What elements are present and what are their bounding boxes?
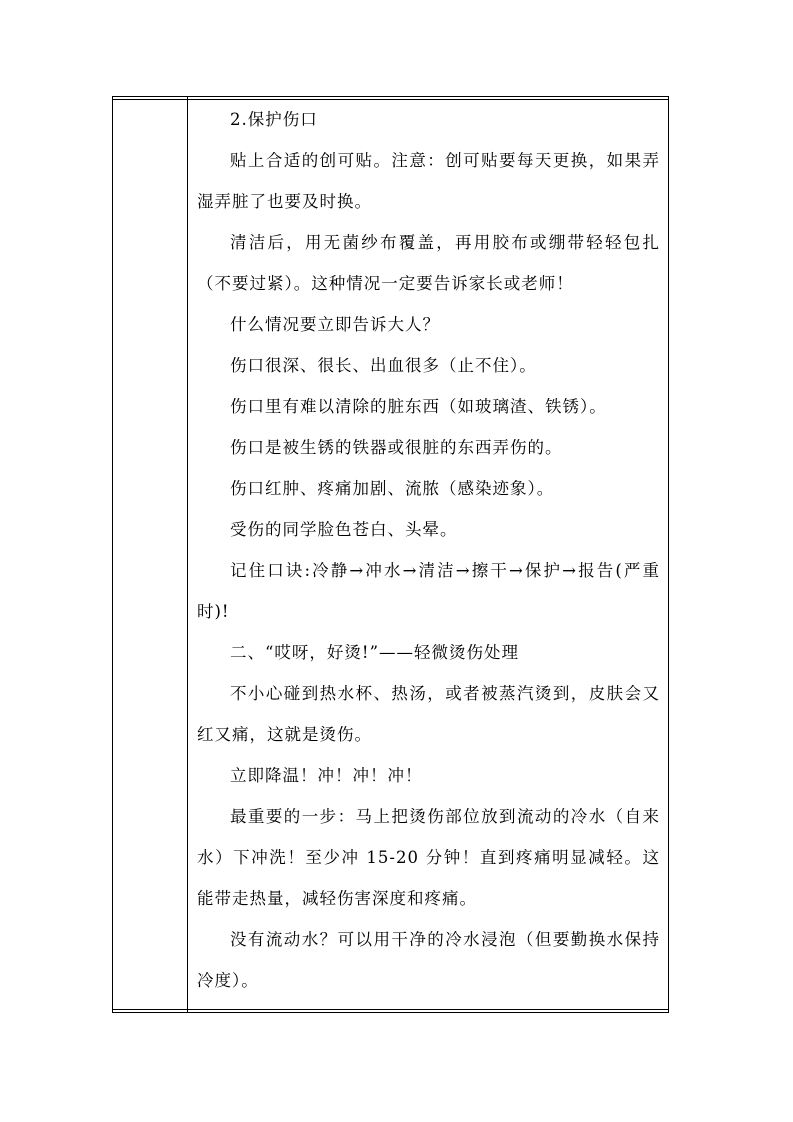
paragraph-no-running-water: 没有流动水？可以用干净的冷水浸泡（但要勤换水保持冷度）。 <box>197 930 660 990</box>
paragraph-mnemonic: 记住口诀:冷静→冲水→清洁→擦干→保护→报告(严重时)! <box>197 561 660 621</box>
list-item-dirt-in-wound: 伤口里有难以清除的脏东西（如玻璃渣、铁锈）。 <box>230 397 607 416</box>
list-item-deep-wound: 伤口很深、很长、出血很多（止不住）。 <box>230 356 537 375</box>
list-item-rusty-object: 伤口是被生锈的铁器或很脏的东西弄伤的。 <box>230 438 563 457</box>
paragraph-bandage: 贴上合适的创可贴。注意：创可贴要每天更换，如果弄湿弄脏了也要及时换。 <box>197 151 660 211</box>
paragraph-most-important-step: 最重要的一步：马上把烫伤部位放到流动的冷水（自来水）下冲洗！至少冲 15-20 分钟！直到疼痛明显减轻。这能带走热量，减轻伤害深度和疼痛。 <box>197 807 660 908</box>
table-left-cell <box>113 97 188 1012</box>
paragraph-cool-down: 立即降温！冲！冲！冲！ <box>230 766 423 785</box>
table-content-cell <box>189 97 668 1012</box>
list-item-pale-dizzy: 受伤的同学脸色苍白、头晕。 <box>230 520 458 539</box>
section-heading-protect-wound: 2.保护伤口 <box>230 110 318 129</box>
section-heading-burns: 二、“哎呀，好烫!”——轻微烫伤处理 <box>230 643 520 662</box>
paragraph-when-tell-adult: 什么情况要立即告诉大人？ <box>230 315 440 334</box>
list-item-infection: 伤口红肿、疼痛加剧、流脓（感染迹象）。 <box>230 479 555 498</box>
paragraph-burn-intro: 不小心碰到热水杯、热汤，或者被蒸汽烫到，皮肤会又红又痛，这就是烫伤。 <box>197 684 660 744</box>
paragraph-gauze: 清洁后，用无菌纱布覆盖，再用胶布或绷带轻轻包扎（不要过紧）。这种情况一定要告诉家长或老师！ <box>197 233 660 293</box>
content-table <box>112 96 669 1013</box>
